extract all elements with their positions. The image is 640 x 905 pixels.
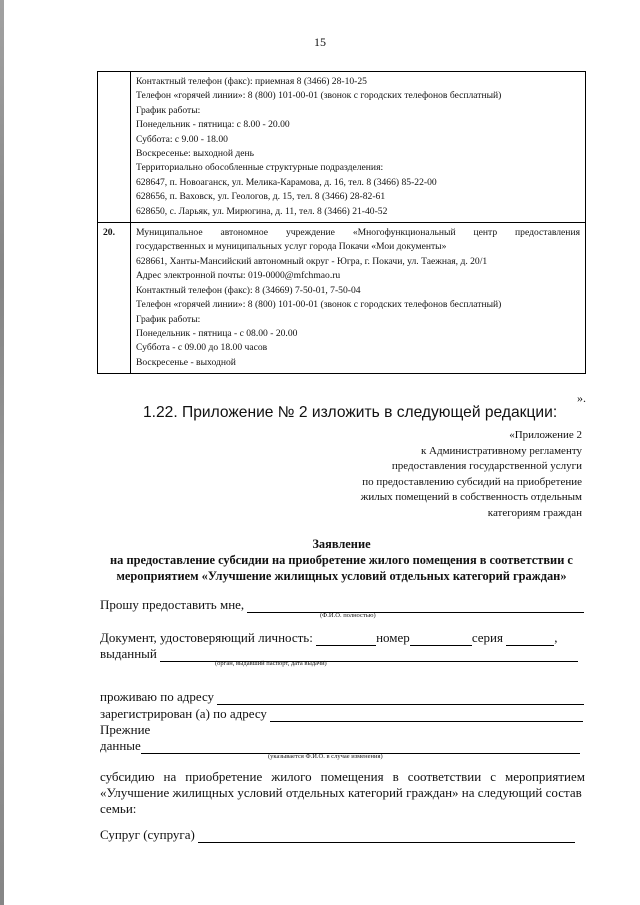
scan-edge	[0, 0, 4, 905]
document-label: Документ, удостоверяющий личность:	[100, 630, 313, 645]
table-line: Суббота: с 9.00 - 18.00	[136, 133, 228, 145]
table-cell-details	[131, 72, 586, 223]
page-number: 15	[314, 35, 326, 49]
table-line: 628650, с. Ларьяк, ул. Мирюгина, д. 11, тел. 8 (3466) 21-40-52	[136, 205, 388, 217]
full-name-field[interactable]	[247, 599, 584, 613]
table-line: Воскресенье: выходной день	[136, 148, 255, 160]
attachment-line: по предоставлению субсидий на приобретение	[362, 475, 582, 488]
table-row	[98, 223, 586, 374]
form-spouse-row	[100, 827, 585, 843]
form-document-row	[100, 630, 585, 646]
statement-title: Заявление	[312, 537, 371, 551]
address-field[interactable]	[217, 691, 584, 705]
paragraph-line: субсидию на приобретение жилого помещения в соответствии с мероприятием	[100, 769, 585, 784]
attachment-line: «Приложение 2	[509, 429, 582, 441]
previous-data-field[interactable]	[141, 740, 580, 754]
attachment-line: предоставления государственной услуги	[391, 460, 582, 473]
issued-label: выданный	[100, 646, 157, 661]
field-caption: (орган, выдавший паспорт, дата выдачи)	[215, 660, 327, 667]
attachment-line: категориям граждан	[487, 506, 582, 519]
series-label: серия	[471, 630, 503, 645]
statement-subtitle: мероприятием «Улучшение жилищных условий отдельных категорий граждан»	[116, 569, 567, 583]
field-caption: (указывается Ф.И.О. в случае изменения)	[268, 753, 383, 760]
table-line: 628661, Ханты-Мансийский автономный округ - Югра, г. Покачи, ул. Таежная, д. 20/1	[136, 255, 488, 267]
spouse-field[interactable]	[198, 829, 575, 843]
number-label: номер	[376, 630, 410, 645]
table-cell-details	[131, 223, 586, 374]
table-line: Контактный телефон (факс): приемная 8 (3466) 28-10-25	[136, 76, 367, 87]
section-heading: 1.22. Приложение № 2 изложить в следующей редакции:	[143, 404, 558, 421]
table-line: Суббота - с 09.00 до 18.00 часов	[136, 342, 268, 354]
table-line: Адрес электронной почты: 019-0000@mfchmao.ru	[136, 270, 341, 282]
document-type-field[interactable]	[316, 632, 376, 646]
form-issued-row	[100, 646, 585, 662]
data-label: данные	[100, 738, 141, 753]
table-line: 628647, п. Новоаганск, ул. Мелика-Карамова, д. 16, тел. 8 (3466) 85-22-00	[136, 176, 437, 188]
attachment-header	[361, 428, 582, 522]
form-previous-row	[100, 722, 585, 738]
table-line: Муниципальное автономное учреждение «Многофункциональный центр предоставления	[136, 227, 580, 239]
table-line: Воскресенье - выходной	[136, 356, 236, 368]
form-request-row	[100, 597, 585, 613]
registered-address-field[interactable]	[270, 708, 583, 722]
table-line: Телефон «горячей линии»: 8 (800) 101-00-01 (звонок с городских телефонов бесплатный)	[136, 299, 502, 311]
table-line: График работы:	[136, 313, 201, 325]
document-end: ,	[554, 630, 558, 645]
table-line: Понедельник - пятница: с 8.00 - 20.00	[136, 119, 290, 131]
spouse-label: Супруг (супруга)	[100, 827, 195, 842]
form-registered-row	[100, 706, 585, 722]
table-cell-number	[98, 72, 131, 223]
registered-label: зарегистрирован (а) по адресу	[100, 706, 267, 721]
field-caption: (Ф.И.О. полностью)	[320, 612, 376, 619]
request-label: Прошу предоставить мне,	[100, 597, 245, 612]
form-address-row	[100, 689, 585, 705]
paragraph-line: семьи:	[100, 801, 137, 816]
attachment-line: к Административному регламенту	[420, 444, 582, 457]
table-cell-number: 20.	[98, 223, 131, 374]
table-line: Телефон «горячей линии»: 8 (800) 101-00-01 (звонок с городских телефонов бесплатный)	[136, 90, 502, 102]
paragraph-line: «Улучшение жилищных условий отдельных категорий граждан» на следующий состав	[100, 785, 582, 800]
contact-table	[97, 71, 586, 374]
table-line: 628656, п. Ваховск, ул. Геологов, д. 15, тел. 8 (3466) 28-82-61	[136, 191, 386, 203]
table-line: государственных и муниципальных услуг города Покачи «Мои документы»	[136, 241, 447, 253]
statement-subtitle: на предоставление субсидии на приобретение жилого помещения в соответствии с	[110, 553, 573, 567]
table-line: Контактный телефон (факс): 8 (34669) 7-50-01, 7-50-04	[136, 284, 361, 296]
form-data-row	[100, 738, 585, 754]
table-line: Понедельник - пятница - с 08.00 - 20.00	[136, 327, 298, 339]
subsidy-paragraph	[100, 769, 585, 817]
document-number-field[interactable]	[410, 632, 472, 646]
address-label: проживаю по адресу	[100, 689, 215, 704]
attachment-line: жилых помещений в собственность отдельным	[360, 491, 582, 504]
previous-label: Прежние	[100, 722, 151, 737]
document-series-field[interactable]	[506, 632, 554, 646]
table-line: Территориально обособленные структурные подразделения:	[136, 162, 384, 174]
table-row	[98, 72, 586, 223]
closing-quote: ».	[577, 391, 586, 405]
table-line: График работы:	[136, 104, 201, 116]
